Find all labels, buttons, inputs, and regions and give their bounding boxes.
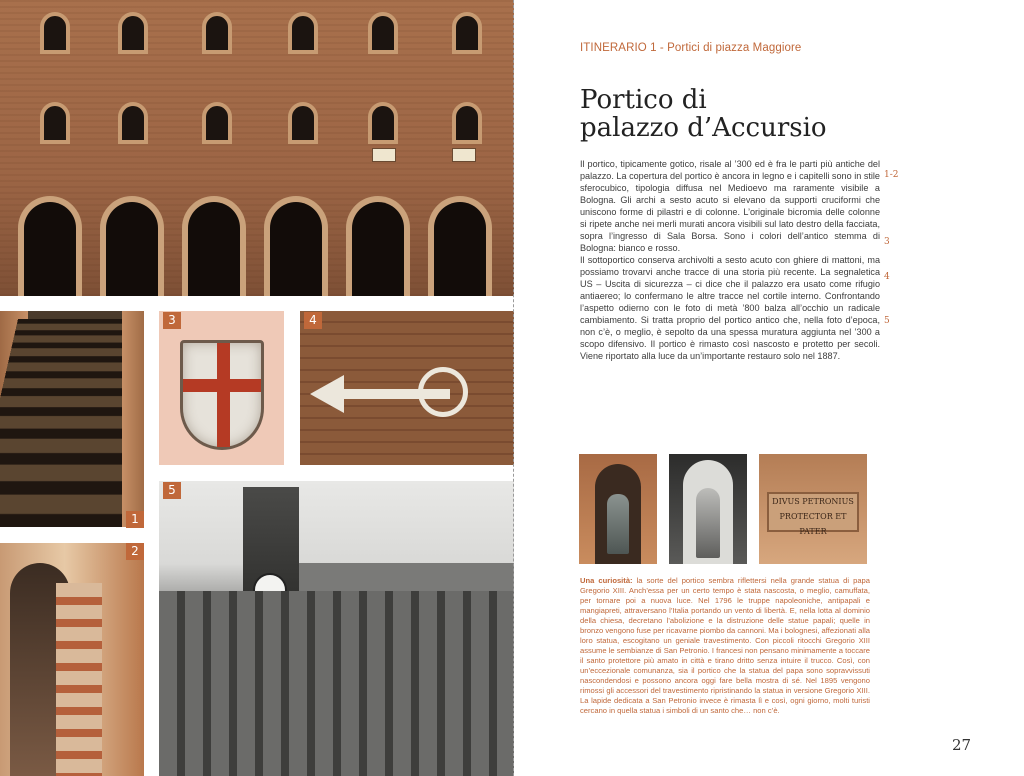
body-text: [580, 158, 880, 362]
bicolor-column: [56, 583, 102, 776]
body-paragraph-2: Il sottoportico conserva archivolti a sesto acuto con ghiere di mattoni, ma possiamo trovarvi anche tracce di una storia più recente. La segnaletica US – Uscita di sicurezza – ci dice che il palazzo era usato come rifugio antiaereo; lo confermano le altre tracce nel cortile interno. Confrontando l’aspetto odierno con le foto di metà ’800 balza all’occhio un radicale cambiamento. Si tratta proprio del portico antico che, nella foto d’epoca, non c’è, o meglio, è sepolto da una spessa muratura aggiunta nel ’300 a scopo difensivo. Il portico è rimasto così nascosto e protetto per secoli. Viene riportato alla luce da un’importante restauro solo nel 1887.: [580, 255, 880, 361]
wall-plaque: [372, 148, 396, 162]
historic-palazzo-photo: [159, 481, 514, 776]
bologna-coat-of-arms-photo: [159, 311, 284, 465]
arch: [100, 196, 164, 296]
statue-niche-historic-photo: [669, 454, 747, 564]
caption-lead: Una curiosità:: [580, 576, 633, 585]
title-line-2: palazzo d’Accursio: [580, 113, 827, 143]
window: [288, 102, 318, 144]
right-page-text: [514, 0, 1024, 776]
arch: [346, 196, 410, 296]
itinerary-header: ITINERARIO 1 - Portici di piazza Maggiore: [580, 42, 802, 54]
photo-number-4: 4: [304, 312, 322, 329]
arch: [18, 196, 82, 296]
photo-ref-1-2: 1-2: [884, 170, 899, 180]
title-line-1: Portico di: [580, 85, 707, 115]
window: [40, 12, 70, 54]
caption-text: la sorte del portico sembra riflettersi nella grande statua di papa Gregorio XIII. Anch’essa per un certo tempo è stata nascosta, o meglio, camuffata, per tornare poi a nuova luce. Nel 1796 le truppe napoleoniche, antipapali e mangiapreti, attraversano l’Italia portando un vento di libertà. E, nella lotta al dominio della chiesa, decretano l’abolizione e la distruzione delle statue papali; quelle in bronzo vengono fuse per ricavarne piombo da cannoni. Ma i bolognesi, affezionati alla loro statua, escogitano un geniale travestimento. Con piccoli ritocchi Gregorio XIII assume le sembianze di San Petronio. I francesi non pensano minimamente a toccare il santo protettore più amato in città e tirano dritto senza intuire il trucco. Così, con un’eccezionale comunanza, sia il portico che la statua del papa sono sopravvissuti nascondendosi e possono ancora oggi fare bella mostra di sé. Nel 1895 vengono rimossi gli accessori del travestimento ripristinando la statua in versione Gregorio XIII. La lapide dedicata a San Petronio invece è rimasta lì e così, ogni giorno, molti turisti cercano in quella statua i simboli di un santo che… non c’è.: [580, 576, 870, 715]
photo-number-2: 2: [126, 543, 144, 560]
portico-column: [122, 311, 144, 527]
arrow-left-icon: [310, 375, 344, 413]
arch: [264, 196, 328, 296]
palazzo-building: [159, 591, 514, 776]
papal-statue: [607, 494, 629, 554]
palazzo-facade-photo: [0, 0, 514, 296]
window: [452, 12, 482, 54]
window: [288, 12, 318, 54]
window: [118, 102, 148, 144]
photo-number-3: 3: [163, 312, 181, 329]
papal-statue: [696, 488, 720, 558]
arch: [428, 196, 492, 296]
statue-niche-color-photo: [579, 454, 657, 564]
body-paragraph-1: Il portico, tipicamente gotico, risale al ’300 ed è fra le parti più antiche del palazzo. La copertura del portico è ancora in legno e i capitelli sono in stile sferocubico, tipologia diffusa nel Medioevo ma raramente visibile a Bologna. Gli archi a sesto acuto si elevano da supporti cruciformi che uniscono forme di pilastri e di colonne. L’originale bicromia delle colonne si ripete anche nei merli murati ancora visibili sul lato destro della facciata, sopra l’ingresso di Sala Borsa. Sono i colori dell’antico stemma di Bologna: bianco e rosso.: [580, 159, 880, 253]
arcade-column-photo: [0, 543, 144, 776]
window: [368, 102, 398, 144]
portico-ceiling-photo: [0, 311, 144, 527]
photo-ref-4: 4: [884, 272, 890, 282]
window: [202, 102, 232, 144]
window: [118, 12, 148, 54]
exit-sign-arrow-photo: [300, 311, 514, 465]
window: [40, 102, 70, 144]
shield-icon: [180, 340, 264, 450]
window: [202, 12, 232, 54]
arch: [182, 196, 246, 296]
wall-plaque: [452, 148, 476, 162]
page-title: [580, 86, 827, 142]
window: [452, 102, 482, 144]
photo-ref-5: 5: [884, 316, 890, 326]
curiosity-caption: [580, 576, 870, 716]
window: [368, 12, 398, 54]
photo-number-1: 1: [126, 511, 144, 528]
page-number: 27: [952, 736, 972, 754]
photo-number-5: 5: [163, 482, 181, 499]
us-circle-sign: [418, 367, 468, 417]
inscription-photo: [759, 454, 867, 564]
inscription-plaque: DIVUS PETRONIUS PROTECTOR ET PATER: [767, 492, 859, 532]
photo-ref-3: 3: [884, 237, 890, 247]
